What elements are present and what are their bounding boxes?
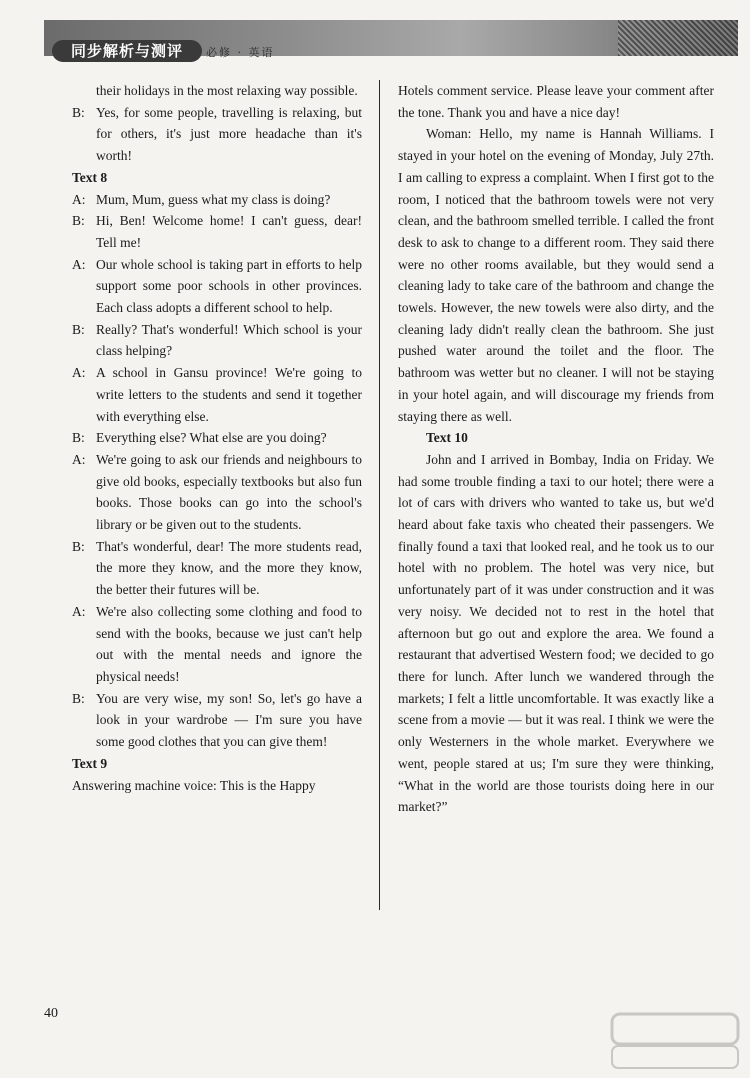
dialogue-turn: A: We're also collecting some clothing and food to send with the books, because we just can't help out with the mental needs and ignore the physical needs! — [72, 603, 362, 684]
left-column — [72, 80, 362, 796]
dialogue-turn: A: We're going to ask our friends and neighbours to give old books, especially textbooks but also fun books. Those books can go into the school's library or be given out to the students. — [72, 451, 362, 533]
text8-heading: Text 8 — [72, 169, 108, 185]
woman-complaint: Woman: Hello, my name is Hannah Williams. I stayed in your hotel on the evening of Monday, July 27th. I am calling to express a complaint. When I first got to the room, I noticed that the bathroom towels were not very clean, and the bathroom smelled terrible. I called the front desk to ask to change to a different room. They said there were no other rooms available, but they would send a cleaning lady to take care of the bathroom and change the towels. However, the new towels were also dirty, and the cleaning lady didn't really clean the bathroom. She just pushed water around the toilet and the floor. The bathroom was wetter but no cleaner. I will not be staying in your hotel again, and will discourage my friends from staying there as well. — [398, 126, 714, 424]
dialogue-turn: B: Yes, for some people, travelling is relaxing, but for others, it's just more headache than it's worth! — [72, 104, 362, 164]
watermark-logo-icon — [610, 1010, 740, 1070]
dialogue-continuation: their holidays in the most relaxing way possible. — [96, 83, 358, 98]
text9-intro: Answering machine voice: This is the Happy — [72, 777, 316, 793]
right-column — [398, 80, 714, 818]
text9-heading: Text 9 — [72, 755, 108, 771]
text10-paragraph: John and I arrived in Bombay, India on Friday. We had some trouble finding a taxi to our hotel; there were a lot of cars with drivers who wanted to take us, but we'd heard about fake taxis who cheated their passengers. We finally found a taxi that looked real, and he took us to our hotel with no problem. The hotel was very nice, but unfortunately part of it was under construction and it was very noisy. We decided not to rest in the hotel that afternoon but go out and explore the area. We found a restaurant that advertised Western food; we decided to go there for lunch. After lunch we wandered through the markets; I felt a little uncomfortable. It was exactly like a scene from a movie — but it was real. I think we were the only Westerners in the whole market. Everywhere we went, people stared at us; I'm sure they were thinking, “What in the world are those tourists doing here in our market?” — [398, 451, 714, 815]
dialogue-turn: A: A school in Gansu province! We're going to write letters to the students and send it together with everything else. — [72, 365, 362, 424]
dialogue-turn: B: That's wonderful, dear! The more students read, the more they know, and the more they know, the better their futures will be. — [72, 538, 362, 598]
dialogue-turn: A: Mum, Mum, guess what my class is doing? — [72, 191, 331, 207]
dialogue-turn: B: Everything else? What else are you doing? — [72, 430, 327, 446]
machine-message: Hotels comment service. Please leave your comment after the tone. Thank you and have a nice day! — [398, 83, 714, 120]
dialogue-turn: B: Really? That's wonderful! Which school is your class helping? — [72, 321, 362, 359]
book-title: 同步解析与测评 — [52, 40, 202, 62]
page-number: 40 — [44, 1006, 58, 1021]
dialogue-turn: A: Our whole school is taking part in efforts to help support some poor schools in other provinces. Each class adopts a different school to help. — [72, 256, 362, 316]
header-texture — [618, 20, 738, 56]
dialogue-turn: B: Hi, Ben! Welcome home! I can't guess, dear! Tell me! — [72, 213, 362, 250]
column-divider — [379, 80, 380, 910]
dialogue-turn: B: You are very wise, my son! So, let's go have a look in your wardrobe — I'm sure you have some good clothes that you can give them! — [72, 690, 362, 750]
book-subtitle: 必修 · 英语 — [206, 46, 275, 59]
text10-heading: Text 10 — [426, 430, 468, 446]
